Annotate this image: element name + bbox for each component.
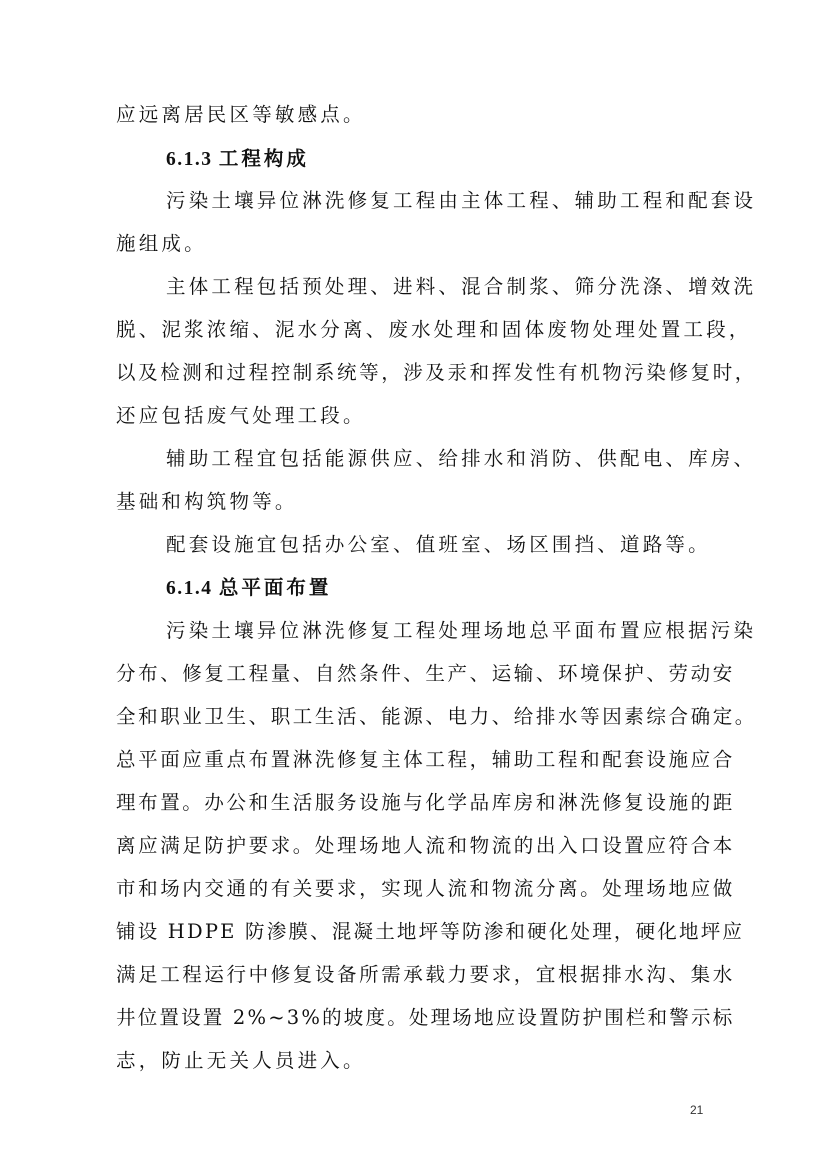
paragraph-line: 污染土壤异位淋洗修复工程由主体工程、辅助工程和配套设	[166, 189, 757, 212]
paragraph-line: 理布置。办公和生活服务设施与化学品库房和淋洗修复设施的距	[116, 791, 735, 814]
page-number: 21	[690, 1103, 704, 1117]
section-heading-6-1-3	[166, 147, 309, 172]
paragraph-line: 满足工程运行中修复设备所需承载力要求，宜根据排水沟、集水	[116, 963, 735, 986]
paragraph-line: 基础和构筑物等。	[116, 490, 298, 513]
paragraph-line: 井位置设置 2%~3%的坡度。处理场地应设置防护围栏和警示标	[116, 1006, 735, 1029]
paragraph-line: 总平面应重点布置淋洗修复主体工程，辅助工程和配套设施应合	[116, 748, 735, 771]
paragraph-line: 分布、修复工程量、自然条件、生产、运输、环境保护、劳动安	[116, 662, 735, 685]
paragraph-line: 脱、泥浆浓缩、泥水分离、废水处理和固体废物处理处置工段，	[116, 318, 752, 341]
paragraph-line: 全和职业卫生、职工生活、能源、电力、给排水等因素综合确定。	[116, 705, 757, 728]
paragraph-line: 主体工程包括预处理、进料、混合制浆、筛分洗涤、增效洗	[166, 275, 757, 298]
section-number: 6.1.4	[166, 578, 213, 599]
paragraph-line: 铺设 HDPE 防渗膜、混凝土地坪等防渗和硬化处理，硬化地坪应	[116, 920, 745, 943]
paragraph-line: 辅助工程宜包括能源供应、给排水和消防、供配电、库房、	[166, 447, 757, 470]
paragraph-line: 配套设施宜包括办公室、值班室、场区围挡、道路等。	[166, 533, 711, 556]
paragraph-line: 应远离居民区等敏感点。	[116, 103, 366, 126]
paragraph-line: 以及检测和过程控制系统等，涉及汞和挥发性有机物污染修复时，	[116, 361, 757, 384]
section-title: 总平面布置	[218, 576, 332, 599]
paragraph-line: 污染土壤异位淋洗修复工程处理场地总平面布置应根据污染	[166, 619, 757, 642]
paragraph-line: 市和场内交通的有关要求，实现人流和物流分离。处理场地应做	[116, 877, 735, 900]
section-heading-6-1-4	[166, 576, 331, 601]
paragraph-line: 还应包括废气处理工段。	[116, 404, 366, 427]
section-title: 工程构成	[218, 147, 309, 170]
paragraph-line: 施组成。	[116, 232, 207, 255]
paragraph-line: 离应满足防护要求。处理场地人流和物流的出入口设置应符合本	[116, 834, 735, 857]
section-number: 6.1.3	[166, 149, 213, 170]
paragraph-line: 志，防止无关人员进入。	[116, 1049, 366, 1072]
